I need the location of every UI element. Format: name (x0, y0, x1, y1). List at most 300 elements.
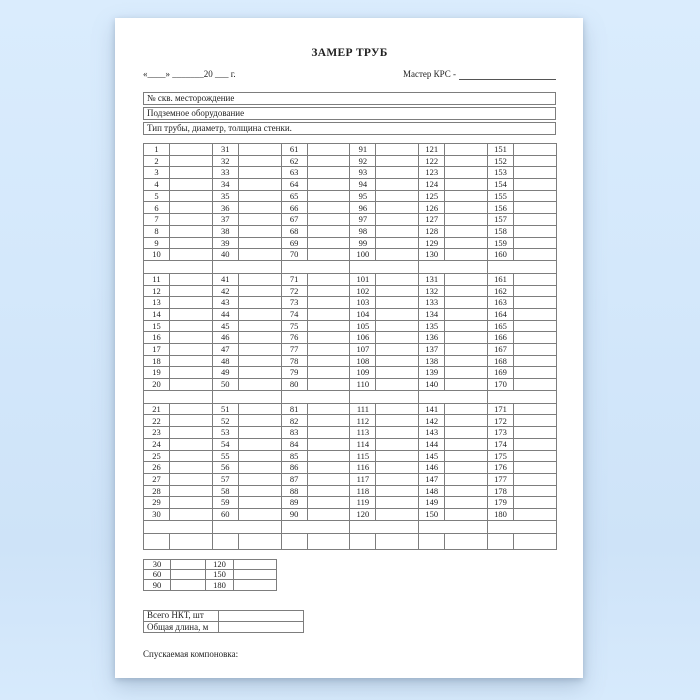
pipe-number-cell: 68 (281, 225, 307, 237)
measure-value-cell (513, 237, 556, 249)
pipe-number-cell: 106 (350, 332, 376, 344)
measurement-row (144, 249, 557, 261)
pipe-number-cell: 99 (350, 237, 376, 249)
pipe-number-cell: 145 (419, 450, 445, 462)
measure-value-cell (445, 450, 488, 462)
pipe-number-cell: 172 (487, 415, 513, 427)
measure-value-cell (513, 497, 556, 509)
pipe-number-cell: 41 (212, 273, 238, 285)
measure-value-cell (170, 462, 213, 474)
measure-value-cell (307, 179, 350, 191)
measure-value-cell (170, 485, 213, 497)
pipe-number-cell: 166 (487, 332, 513, 344)
measure-value-cell (445, 167, 488, 179)
pipe-number-cell: 14 (144, 308, 170, 320)
measure-value-cell (513, 438, 556, 450)
measure-value-cell (513, 344, 556, 356)
pipe-number-cell: 134 (419, 308, 445, 320)
pipe-number-cell: 176 (487, 462, 513, 474)
measure-value-cell (307, 403, 350, 415)
pipe-number-cell: 8 (144, 225, 170, 237)
pipe-number-cell: 76 (281, 332, 307, 344)
subtotal-value-cell (234, 559, 277, 569)
pipe-number-cell: 108 (350, 355, 376, 367)
measure-value-cell (170, 237, 213, 249)
pipe-number-cell: 62 (281, 155, 307, 167)
measure-value-cell (513, 144, 556, 156)
separator-cell (144, 390, 213, 403)
totals-row (144, 622, 304, 633)
measure-value-cell (445, 202, 488, 214)
pipe-number-cell: 38 (212, 225, 238, 237)
measurement-row (144, 225, 557, 237)
pipe-number-cell: 30 (144, 508, 170, 520)
pipe-number-cell: 133 (419, 297, 445, 309)
measure-value-cell (238, 214, 281, 226)
measure-value-cell (513, 285, 556, 297)
measure-value-cell (445, 320, 488, 332)
pipe-number-cell: 164 (487, 308, 513, 320)
pipe-number-cell: 32 (212, 155, 238, 167)
measurement-row (144, 237, 557, 249)
measure-value-cell (170, 249, 213, 261)
measure-value-cell (238, 427, 281, 439)
measure-value-cell (170, 497, 213, 509)
measure-value-cell (307, 249, 350, 261)
measure-value-cell (513, 190, 556, 202)
measure-value-cell (170, 403, 213, 415)
pipe-number-cell: 142 (419, 415, 445, 427)
pipe-number-cell: 39 (212, 237, 238, 249)
measure-value-cell (376, 237, 419, 249)
meta-row (143, 69, 556, 80)
pipe-number-cell: 3 (144, 167, 170, 179)
measure-value-cell (307, 155, 350, 167)
measure-value-cell (238, 155, 281, 167)
subtotal-number-cell: 150 (206, 570, 234, 580)
pipe-number-cell: 24 (144, 438, 170, 450)
measurement-row (144, 297, 557, 309)
measure-value-cell (376, 179, 419, 191)
final-blank-cell (513, 533, 556, 549)
measure-value-cell (513, 320, 556, 332)
pipe-number-cell: 45 (212, 320, 238, 332)
measure-value-cell (170, 508, 213, 520)
measurement-row (144, 497, 557, 509)
measure-value-cell (513, 155, 556, 167)
measurement-row (144, 190, 557, 202)
measure-value-cell (238, 332, 281, 344)
measure-value-cell (513, 508, 556, 520)
info-row-pipe-type: Тип трубы, диаметр, толщина стенки. (143, 122, 556, 135)
pipe-number-cell: 55 (212, 450, 238, 462)
pipe-number-cell: 6 (144, 202, 170, 214)
pipe-number-cell: 2 (144, 155, 170, 167)
measure-value-cell (238, 438, 281, 450)
measurement-row (144, 438, 557, 450)
pipe-number-cell: 98 (350, 225, 376, 237)
pipe-number-cell: 115 (350, 450, 376, 462)
separator-cell (350, 390, 419, 403)
pipe-number-cell: 92 (350, 155, 376, 167)
info-row-underground-equipment: Подземное оборудование (143, 107, 556, 120)
pipe-number-cell: 94 (350, 179, 376, 191)
separator-cell (281, 520, 350, 533)
measure-value-cell (376, 355, 419, 367)
pipe-number-cell: 74 (281, 308, 307, 320)
pipe-number-cell: 135 (419, 320, 445, 332)
measure-value-cell (238, 485, 281, 497)
measure-value-cell (307, 320, 350, 332)
separator-cell (350, 260, 419, 273)
pipe-number-cell: 48 (212, 355, 238, 367)
separator-cell (281, 260, 350, 273)
measure-value-cell (376, 379, 419, 391)
measure-value-cell (307, 450, 350, 462)
pipe-number-cell: 169 (487, 367, 513, 379)
measure-value-cell (376, 297, 419, 309)
measurement-row (144, 332, 557, 344)
separator-cell (350, 520, 419, 533)
document-page (115, 18, 583, 678)
totals-row (144, 610, 304, 621)
subtotal-value-cell (234, 570, 277, 580)
pipe-number-cell: 151 (487, 144, 513, 156)
measure-value-cell (513, 379, 556, 391)
measurement-row (144, 367, 557, 379)
measure-value-cell (238, 249, 281, 261)
final-blank-cell (281, 533, 307, 549)
separator-cell (212, 260, 281, 273)
pipe-number-cell: 126 (419, 202, 445, 214)
measurement-row (144, 214, 557, 226)
measure-value-cell (513, 179, 556, 191)
pipe-number-cell: 49 (212, 367, 238, 379)
pipe-number-cell: 171 (487, 403, 513, 415)
measure-value-cell (376, 273, 419, 285)
measure-value-cell (513, 273, 556, 285)
measurement-row (144, 155, 557, 167)
pipe-number-cell: 67 (281, 214, 307, 226)
pipe-number-cell: 178 (487, 485, 513, 497)
pipe-number-cell: 23 (144, 427, 170, 439)
pipe-number-cell: 125 (419, 190, 445, 202)
measure-value-cell (238, 190, 281, 202)
pipe-number-cell: 20 (144, 379, 170, 391)
pipe-number-cell: 58 (212, 485, 238, 497)
pipe-number-cell: 81 (281, 403, 307, 415)
subtotal-number-cell: 180 (206, 580, 234, 590)
measure-value-cell (513, 485, 556, 497)
measure-value-cell (170, 190, 213, 202)
final-blank-cell (487, 533, 513, 549)
pipe-number-cell: 65 (281, 190, 307, 202)
pipe-number-cell: 111 (350, 403, 376, 415)
pipe-number-cell: 137 (419, 344, 445, 356)
pipe-number-cell: 162 (487, 285, 513, 297)
pipe-number-cell: 60 (212, 508, 238, 520)
pipe-number-cell: 124 (419, 179, 445, 191)
measurement-row (144, 508, 557, 520)
measure-value-cell (238, 462, 281, 474)
final-blank-cell (238, 533, 281, 549)
measure-value-cell (513, 249, 556, 261)
measure-value-cell (307, 202, 350, 214)
measure-value-cell (307, 379, 350, 391)
pipe-number-cell: 26 (144, 462, 170, 474)
measure-value-cell (170, 355, 213, 367)
measure-value-cell (307, 144, 350, 156)
measure-value-cell (445, 332, 488, 344)
measure-value-cell (307, 332, 350, 344)
subtotal-row (144, 559, 277, 569)
pipe-number-cell: 44 (212, 308, 238, 320)
final-blank-cell (144, 533, 170, 549)
measure-value-cell (445, 344, 488, 356)
pipe-number-cell: 66 (281, 202, 307, 214)
pipe-number-cell: 88 (281, 485, 307, 497)
pipe-number-cell: 70 (281, 249, 307, 261)
pipe-number-cell: 37 (212, 214, 238, 226)
measure-value-cell (376, 485, 419, 497)
measure-value-cell (170, 273, 213, 285)
pipe-number-cell: 147 (419, 473, 445, 485)
measure-value-cell (238, 297, 281, 309)
measure-value-cell (307, 214, 350, 226)
measure-value-cell (445, 237, 488, 249)
subtotal-number-cell: 60 (144, 570, 171, 580)
measure-value-cell (170, 367, 213, 379)
measure-value-cell (307, 190, 350, 202)
measure-value-cell (376, 202, 419, 214)
measurement-row (144, 344, 557, 356)
pipe-number-cell: 40 (212, 249, 238, 261)
separator-row (144, 260, 557, 273)
measure-value-cell (170, 285, 213, 297)
measure-value-cell (445, 285, 488, 297)
measure-value-cell (445, 438, 488, 450)
pipe-number-cell: 72 (281, 285, 307, 297)
pipe-number-cell: 160 (487, 249, 513, 261)
measurement-row (144, 273, 557, 285)
pipe-number-cell: 34 (212, 179, 238, 191)
measure-value-cell (376, 225, 419, 237)
measure-value-cell (170, 473, 213, 485)
pipe-number-cell: 4 (144, 179, 170, 191)
measure-value-cell (170, 225, 213, 237)
pipe-number-cell: 149 (419, 497, 445, 509)
well-info-section (143, 92, 556, 135)
pipe-number-cell: 139 (419, 367, 445, 379)
measure-value-cell (445, 497, 488, 509)
measure-value-cell (170, 155, 213, 167)
measure-value-cell (445, 190, 488, 202)
pipe-number-cell: 163 (487, 297, 513, 309)
pipe-number-cell: 128 (419, 225, 445, 237)
measure-value-cell (445, 155, 488, 167)
master-krs-blank-line (459, 70, 556, 80)
pipe-number-cell: 148 (419, 485, 445, 497)
measure-value-cell (307, 415, 350, 427)
measure-value-cell (307, 438, 350, 450)
final-blank-cell (445, 533, 488, 549)
measure-value-cell (513, 355, 556, 367)
measure-value-cell (170, 308, 213, 320)
measure-value-cell (376, 155, 419, 167)
measurement-row (144, 144, 557, 156)
pipe-number-cell: 120 (350, 508, 376, 520)
measure-value-cell (445, 379, 488, 391)
subtotal-row (144, 580, 277, 590)
measurement-row (144, 427, 557, 439)
measure-value-cell (376, 285, 419, 297)
pipe-number-cell: 174 (487, 438, 513, 450)
measurement-row (144, 202, 557, 214)
measurement-row (144, 485, 557, 497)
measure-value-cell (445, 462, 488, 474)
measure-value-cell (307, 273, 350, 285)
measure-value-cell (307, 508, 350, 520)
subtotal-value-cell (171, 570, 206, 580)
measurement-row (144, 355, 557, 367)
pipe-number-cell: 7 (144, 214, 170, 226)
measure-value-cell (513, 415, 556, 427)
measure-value-cell (238, 308, 281, 320)
separator-row (144, 390, 557, 403)
subtotal-value-cell (234, 580, 277, 590)
pipe-number-cell: 113 (350, 427, 376, 439)
measurement-row (144, 450, 557, 462)
measure-value-cell (307, 462, 350, 474)
pipe-number-cell: 83 (281, 427, 307, 439)
measure-value-cell (376, 427, 419, 439)
measurement-row (144, 320, 557, 332)
measure-value-cell (238, 167, 281, 179)
measure-value-cell (445, 214, 488, 226)
total-value-cell (219, 622, 304, 633)
pipe-number-cell: 155 (487, 190, 513, 202)
separator-cell (144, 520, 213, 533)
subtotal-row (144, 570, 277, 580)
final-blank-cell (350, 533, 376, 549)
pipe-number-cell: 140 (419, 379, 445, 391)
measure-value-cell (513, 473, 556, 485)
measurement-row (144, 179, 557, 191)
measure-value-cell (445, 403, 488, 415)
measure-value-cell (238, 473, 281, 485)
measure-value-cell (513, 427, 556, 439)
measure-value-cell (307, 225, 350, 237)
measure-value-cell (238, 237, 281, 249)
measure-value-cell (376, 508, 419, 520)
measure-value-cell (376, 167, 419, 179)
separator-cell (487, 260, 556, 273)
page-title: ЗАМЕР ТРУБ (311, 47, 388, 59)
final-blank-cell (419, 533, 445, 549)
measure-value-cell (376, 214, 419, 226)
measure-value-cell (445, 297, 488, 309)
pipe-number-cell: 16 (144, 332, 170, 344)
measure-value-cell (445, 427, 488, 439)
pipe-number-cell: 71 (281, 273, 307, 285)
measurement-row (144, 403, 557, 415)
pipe-number-cell: 10 (144, 249, 170, 261)
measure-value-cell (238, 144, 281, 156)
pipe-number-cell: 167 (487, 344, 513, 356)
pipe-number-cell: 180 (487, 508, 513, 520)
separator-cell (144, 260, 213, 273)
measure-value-cell (376, 403, 419, 415)
pipe-number-cell: 79 (281, 367, 307, 379)
measurement-row (144, 415, 557, 427)
measure-value-cell (307, 355, 350, 367)
measurement-table-body (144, 144, 557, 550)
pipe-number-cell: 150 (419, 508, 445, 520)
measurement-row (144, 462, 557, 474)
measure-value-cell (376, 462, 419, 474)
measure-value-cell (445, 508, 488, 520)
measure-value-cell (170, 450, 213, 462)
pipe-number-cell: 73 (281, 297, 307, 309)
measure-value-cell (238, 355, 281, 367)
pipe-number-cell: 170 (487, 379, 513, 391)
pipe-number-cell: 130 (419, 249, 445, 261)
pipe-number-cell: 157 (487, 214, 513, 226)
measure-value-cell (445, 225, 488, 237)
measure-value-cell (238, 508, 281, 520)
pipe-number-cell: 136 (419, 332, 445, 344)
final-blank-row (144, 533, 557, 549)
pipe-number-cell: 84 (281, 438, 307, 450)
pipe-number-cell: 21 (144, 403, 170, 415)
pipe-number-cell: 35 (212, 190, 238, 202)
pipe-number-cell: 15 (144, 320, 170, 332)
pipe-number-cell: 97 (350, 214, 376, 226)
pipe-number-cell: 177 (487, 473, 513, 485)
pipe-number-cell: 43 (212, 297, 238, 309)
pipe-number-cell: 29 (144, 497, 170, 509)
subtotal-number-cell: 30 (144, 559, 171, 569)
separator-cell (487, 520, 556, 533)
pipe-number-cell: 118 (350, 485, 376, 497)
subtotal-table (143, 559, 277, 591)
pipe-number-cell: 103 (350, 297, 376, 309)
pipe-number-cell: 144 (419, 438, 445, 450)
pipe-number-cell: 28 (144, 485, 170, 497)
pipe-number-cell: 154 (487, 179, 513, 191)
measure-value-cell (513, 450, 556, 462)
pipe-number-cell: 9 (144, 237, 170, 249)
measure-value-cell (170, 438, 213, 450)
measure-value-cell (238, 450, 281, 462)
pipe-number-cell: 22 (144, 415, 170, 427)
totals-table (143, 610, 304, 634)
pipe-number-cell: 93 (350, 167, 376, 179)
measure-value-cell (238, 497, 281, 509)
pipe-number-cell: 57 (212, 473, 238, 485)
pipe-number-cell: 161 (487, 273, 513, 285)
measure-value-cell (376, 415, 419, 427)
pipe-number-cell: 5 (144, 190, 170, 202)
measure-value-cell (513, 367, 556, 379)
measure-value-cell (513, 297, 556, 309)
pipe-number-cell: 105 (350, 320, 376, 332)
measure-value-cell (238, 379, 281, 391)
measure-value-cell (170, 179, 213, 191)
assembly-label: Спускаемая компоновка: (143, 649, 239, 660)
measure-value-cell (307, 167, 350, 179)
measure-value-cell (376, 190, 419, 202)
